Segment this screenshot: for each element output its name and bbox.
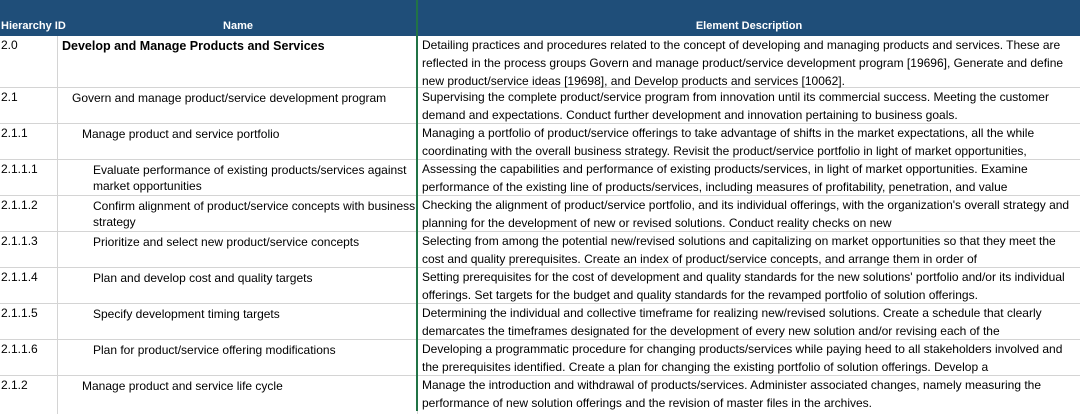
description-cell[interactable]: Supervising the complete product/service program from innovation until its commercial success. Meeting the customer demand and expectations. Conduct further development and innovation pertaining to business goals.	[422, 90, 1049, 122]
description-cell[interactable]: Checking the alignment of product/service portfolio, and its individual offerings, with the organization's overall strategy and planning for the development of new or revised solutions. Conduct reality checks on new	[422, 198, 1070, 230]
name-cell[interactable]: Specify development timing targets	[58, 304, 418, 339]
table-row[interactable]	[0, 88, 1080, 124]
hierarchy-id-cell[interactable]: 2.1.1.4	[0, 268, 58, 303]
description-cell[interactable]: Developing a programmatic procedure for changing products/services while paying heed to all stakeholders involved and the prerequisites identified. Create a plan for changing the existing portfolio of solution offerings. Develop a	[422, 342, 1063, 374]
hierarchy-id-cell[interactable]: 2.0	[0, 36, 58, 87]
column-selection-border	[416, 0, 418, 411]
description-cell[interactable]: Selecting from among the potential new/revised solutions and capitalizing on market opportunities so that they meet the cost and quality prerequisites. Create an index of product/service concepts, and arrange them in order of	[422, 234, 1056, 266]
column-header-name[interactable]: Name	[223, 20, 253, 32]
name-cell[interactable]: Plan and develop cost and quality targets	[58, 268, 418, 303]
description-cell[interactable]: Assessing the capabilities and performance of existing products/services, in light of market opportunities. Examine performance of the existing line of products/services, including measures of profitability, penetration, and value	[422, 162, 1028, 194]
table-row[interactable]	[0, 124, 1080, 160]
table-row[interactable]	[0, 36, 1080, 88]
name-cell[interactable]: Develop and Manage Products and Services	[58, 36, 418, 87]
name-cell[interactable]: Plan for product/service offering modifications	[58, 340, 418, 375]
description-cell[interactable]: Manage the introduction and withdrawal of products/services. Administer associated changes, namely measuring the performance of new solution offerings and the revision of master files in the archives.	[422, 378, 1042, 410]
hierarchy-id-cell[interactable]: 2.1.1.1	[0, 160, 58, 195]
hierarchy-id-cell[interactable]: 2.1	[0, 88, 58, 123]
hierarchy-id-cell[interactable]: 2.1.1.6	[0, 340, 58, 375]
column-header-element-description[interactable]: Element Description	[695, 20, 803, 32]
table-row[interactable]	[0, 304, 1080, 340]
hierarchy-id-cell[interactable]: 2.1.1	[0, 124, 58, 159]
name-cell[interactable]: Manage product and service portfolio	[58, 124, 418, 159]
name-cell[interactable]: Prioritize and select new product/service concepts	[58, 232, 418, 267]
description-cell[interactable]: Determining the individual and collective timeframe for realizing new/revised solutions. Create a schedule that clearly demarcates the timeframes designated for the development of every new solution and/or revising each of the	[422, 306, 1042, 338]
table-row[interactable]	[0, 196, 1080, 232]
table-body	[0, 36, 1080, 414]
hierarchy-id-cell[interactable]: 2.1.1.3	[0, 232, 58, 267]
column-header-row	[0, 0, 1080, 36]
table-row[interactable]	[0, 340, 1080, 376]
table-row[interactable]	[0, 160, 1080, 196]
description-cell[interactable]: Managing a portfolio of product/service offerings to take advantage of shifts in the market expectations, all the while coordinating with the overall business strategy. Revisit the product/service portfolio in light of market opportunities,	[422, 126, 1035, 158]
hierarchy-id-cell[interactable]: 2.1.1.5	[0, 304, 58, 339]
table-row[interactable]	[0, 268, 1080, 304]
description-cell[interactable]: Setting prerequisites for the cost of development and quality standards for the new solutions' portfolio and/or its individual offerings. Set targets for the budget and quality standards for the revamped portfolio of solution offerings.	[422, 270, 1065, 302]
hierarchy-id-cell[interactable]: 2.1.1.2	[0, 196, 58, 231]
hierarchy-id-cell[interactable]: 2.1.2	[0, 376, 58, 414]
column-header-hierarchy-id[interactable]: Hierarchy ID	[1, 20, 66, 32]
table-row[interactable]	[0, 376, 1080, 414]
name-cell[interactable]: Manage product and service life cycle	[58, 376, 418, 414]
name-cell[interactable]: Evaluate performance of existing products/services against market opportunities	[58, 160, 418, 195]
table-row[interactable]	[0, 232, 1080, 268]
name-cell[interactable]: Govern and manage product/service development program	[58, 88, 418, 123]
name-cell[interactable]: Confirm alignment of product/service concepts with business strategy	[58, 196, 418, 231]
description-cell[interactable]: Detailing practices and procedures related to the concept of developing and managing products and services. These are reflected in the process groups Govern and manage product/service development program [19696], Generate and define new product/service ideas [19698], and Develop products and services [10062].	[422, 38, 1064, 88]
